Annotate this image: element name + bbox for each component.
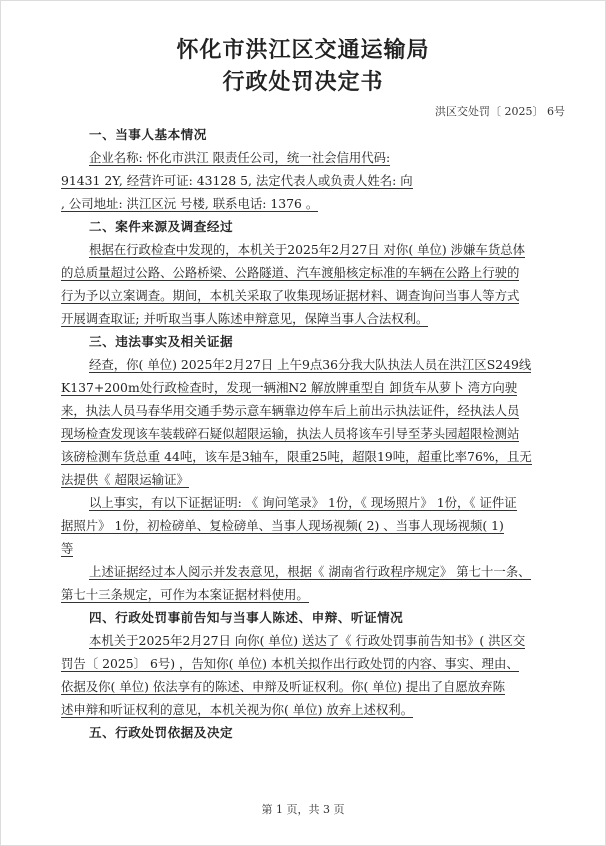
section-heading-party-info: 一、当事人基本情况 <box>89 127 207 142</box>
section-line: 以上事实，有以下证据证明: 《 询问笔录》 1份，《 现场照片》 1份，《 证件证 <box>89 495 517 510</box>
section-line: 法提供《 超限运输证》 <box>61 472 189 487</box>
section-line: 依据及你( 单位) 依法享有的陈述、申辩及听证权利。你( 单位) 提出了自愿放弃陈 <box>61 679 505 694</box>
document-body <box>61 123 561 744</box>
section-line: 该磅检测车货总重 44吨，该车是3轴车，限重25吨，超限19吨，超重比率76%，且无 <box>61 449 532 464</box>
page-number: 第 1 页，共 3 页 <box>261 803 345 816</box>
section-line: 行为予以立案调查。期间，本机关采取了收集现场证据材料、调查询问当事人等方式 <box>61 288 520 303</box>
section-line: , 公司地址: 洪江区沅 号楼, 联系电话: 1376 。 <box>61 196 319 211</box>
section-line: 现场检查发现该车装载碎石疑似超限运输，执法人员将该车引导至茅头园超限检测站 <box>61 426 520 441</box>
document-number: 洪区交处罚〔 2025〕 6号 <box>435 105 565 118</box>
section-heading-penalty-basis: 五、行政处罚依据及决定 <box>89 725 234 740</box>
section-line: 述申辩和听证权利的意见，本机关视为你( 单位) 放弃上述权利。 <box>61 702 414 717</box>
section-line: 91431 2Y, 经营许可证: 43128 5, 法定代表人或负责人姓名: 向 <box>61 173 413 188</box>
section-line: 开展调查取证; 并听取当事人陈述申辩意见，保障当事人合法权利。 <box>61 311 429 326</box>
section-line: 本机关于2025年2月27日 向你( 单位) 送达了《 行政处罚事前告知书》( 洪区交 <box>89 633 526 648</box>
section-line: 来，执法人员马春华用交通手势示意车辆靠边停车后上前出示执法证件，经执法人员 <box>61 403 520 418</box>
section-line: 的总质量超过公路、公路桥梁、公路隧道、汽车渡船核定标准的车辆在公路上行驶的 <box>61 265 520 280</box>
document-title-type: 行政处罚决定书 <box>222 69 384 95</box>
section-line: 上述证据经过本人阅示并发表意见，根据《 湖南省行政程序规定》 第七十一条、 <box>89 564 531 579</box>
section-line: 等 <box>61 541 74 556</box>
section-line: 据照片》 1份，初检磅单、复检磅单、当事人现场视频( 2) 、当事人现场视频( 1) <box>61 518 504 533</box>
section-line: 根据在行政检查中发现的，本机关于2025年2月27日 对你( 单位) 涉嫌车货总体 <box>89 242 525 257</box>
section-heading-case-source: 二、案件来源及调查经过 <box>89 219 234 234</box>
section-heading-violation-facts: 三、违法事实及相关证据 <box>89 334 234 349</box>
section-line: 经查，你( 单位) 2025年2月27日 上午9点36分我大队执法人员在洪江区S249线 <box>89 357 532 372</box>
section-line: 第七十三条规定，可作为本案证据材料使用。 <box>61 587 309 602</box>
section-line: 罚告〔 2025〕 6号) ，告知你( 单位) 本机关拟作出行政处罚的内容、事实、理由、 <box>61 656 519 671</box>
section-line: 企业名称: 怀化市洪江 限责任公司，统一社会信用代码: <box>89 150 391 165</box>
section-line: K137+200m处行政检查时，发现一辆湘N2 解放牌重型自 卸货车从萝卜 湾方向驶 <box>61 380 518 395</box>
section-heading-prior-notice: 四、行政处罚事前告知与当事人陈述、申辩、听证情况 <box>89 610 404 625</box>
document-title-org: 怀化市洪江区交通运输局 <box>176 37 430 63</box>
